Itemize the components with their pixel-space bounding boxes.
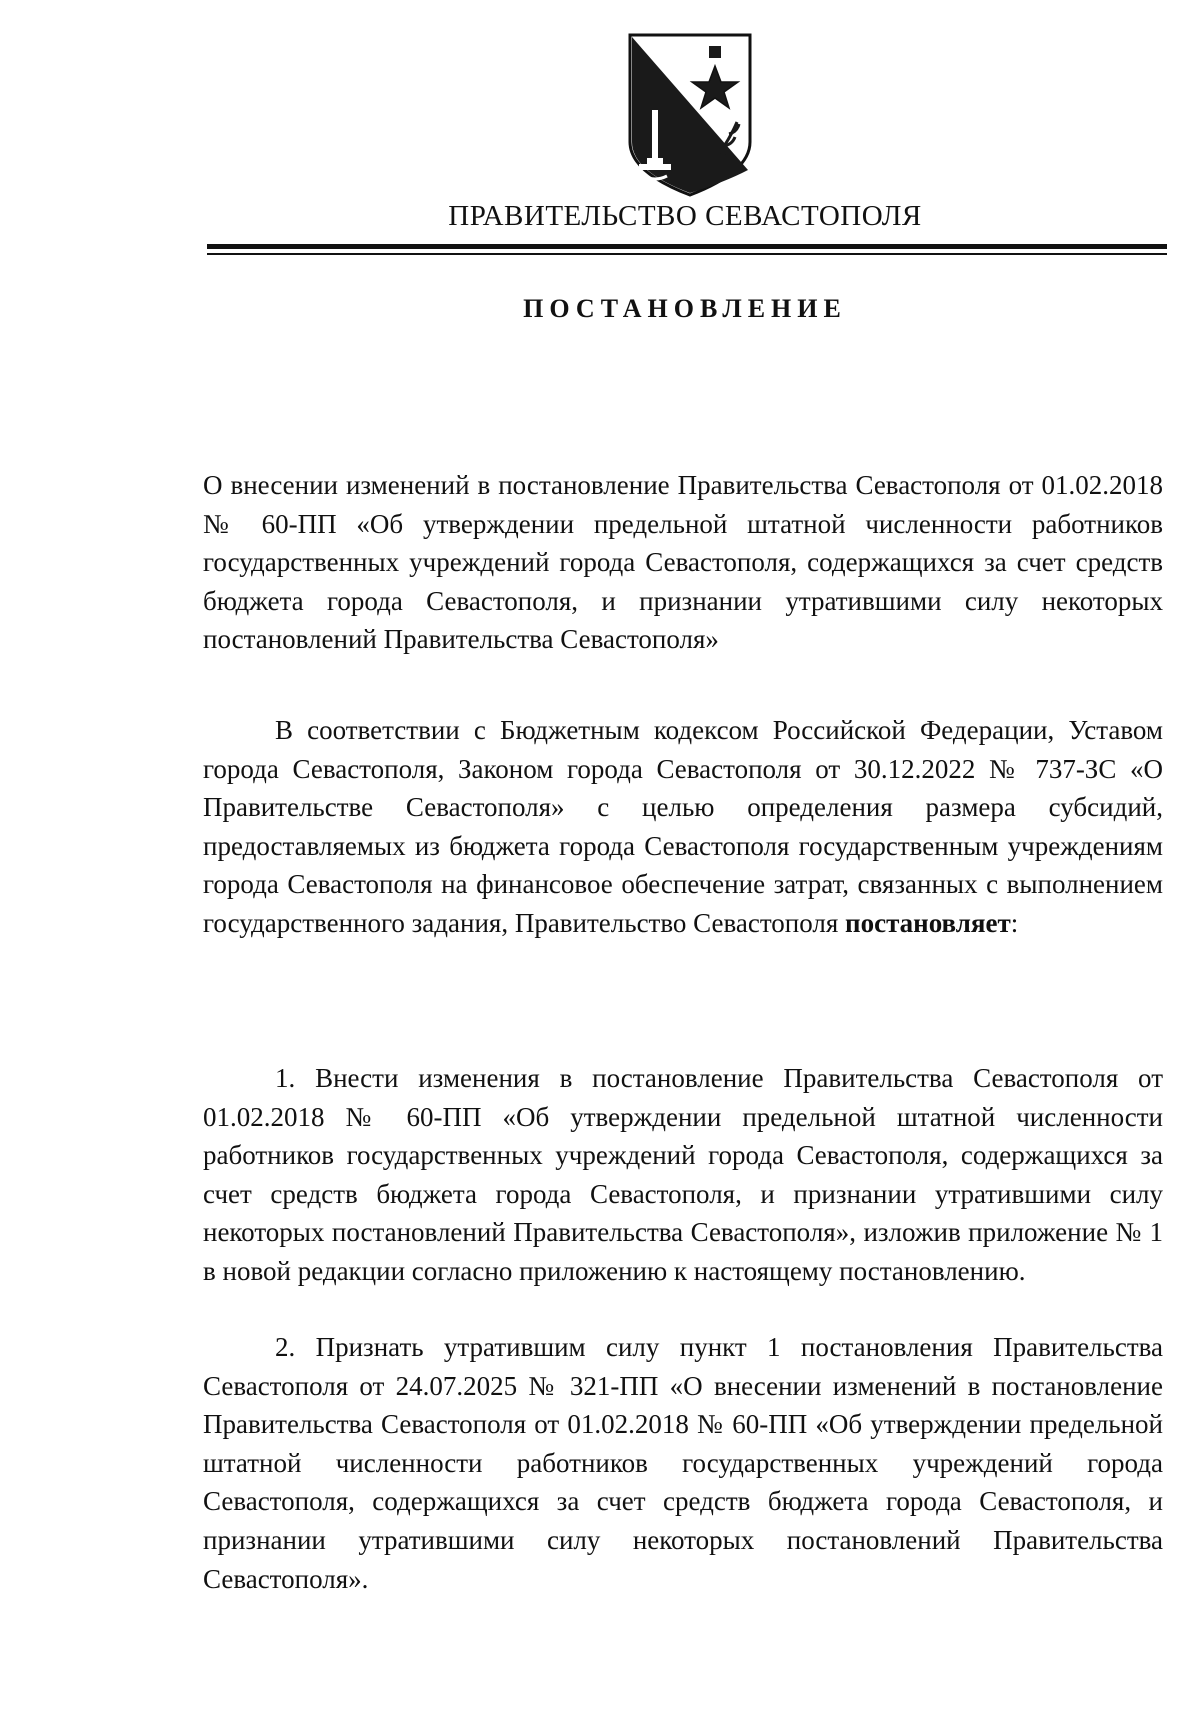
coat-of-arms-icon [625,30,755,200]
document-type: ПОСТАНОВЛЕНИЕ [523,294,847,323]
preamble [203,711,1163,943]
organization-name: ПРАВИТЕЛЬСТВО СЕВАСТОПОЛЯ [448,200,922,232]
preamble-text: В соответствии с Бюджетным кодексом Российской Федерации, Уставом города Севастополя, Законом города Севастополя от 30.12.2022 № 737-ЗС «О Правительстве Севастополя» с целью определения размера субсидий, предоставляемых из бюджета города Севастополя государственным учреждениям города Севастополя на финансовое обеспечение затрат, связанных с выполнением государственного задания, Правительство Севастополя [203,715,1163,938]
clause-1: 1. Внести изменения в постановление Правительства Севастополя от 01.02.2018 № 60-ПП «Об утверждении предельной штатной численности работников государственных учреждений города Севастополя, содержащихся за счет средств бюджета города Севастополя, и признании утратившими силу некоторых постановлений Правительства Севастополя», изложив приложение № 1 в новой редакции согласно приложению к настоящему постановлению. [203,1063,1163,1286]
decision-word: постановляет [845,907,1011,938]
header-rule-thin [207,253,1167,255]
header-rule-thick [207,244,1167,249]
decision-punct: : [1010,907,1019,938]
clause-2: 2. Признать утратившим силу пункт 1 постановления Правительства Севастополя от 24.07.2025 № 321-ПП «О внесении изменений в постановление Правительства Севастополя от 01.02.2018 № 60-ПП «Об утверждении предельной штатной численности работников государственных учреждений города Севастополя, содержащихся за счет средств бюджета города Севастополя, и признании утратившими силу некоторых постановлений Правительства Севастополя». [203,1332,1163,1594]
document-title: О внесении изменений в постановление Правительства Севастополя от 01.02.2018 № 60-ПП «Об утверждении предельной штатной численности работников государственных учреждений города Севастополя, содержащихся за счет средств бюджета города Севастополя, и признании утратившими силу некоторых постановлений Правительства Севастополя» [203,470,1163,655]
